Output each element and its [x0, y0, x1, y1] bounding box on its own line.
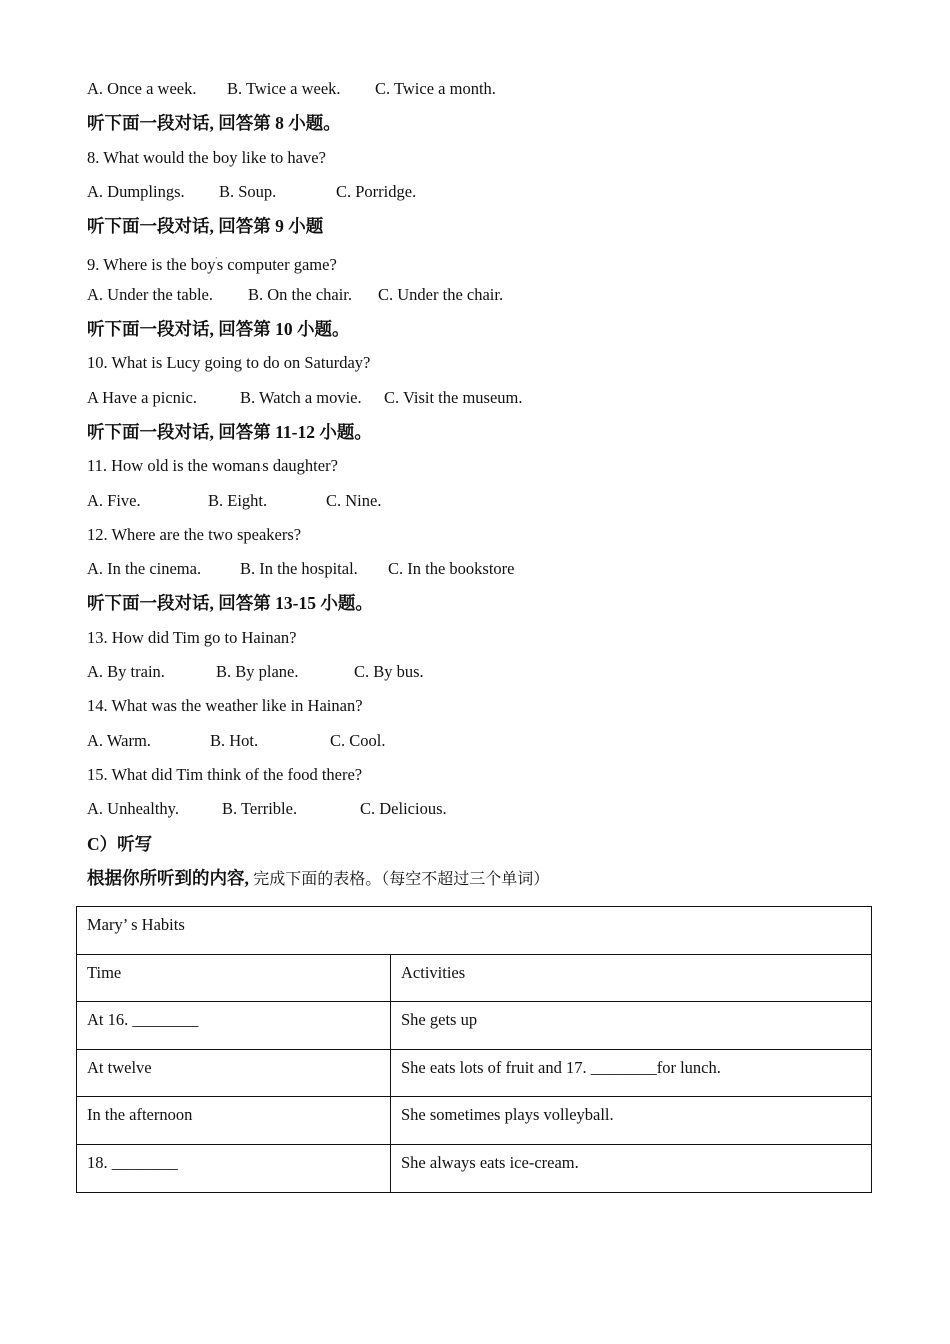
- time-cell: At 16. ________: [77, 1002, 391, 1050]
- activity-cell: She gets up: [391, 1002, 872, 1050]
- question-9-part1: 9. Where is the boy: [87, 255, 216, 275]
- table-row: [77, 1002, 872, 1050]
- table-title: Mary’ s Habits: [77, 907, 872, 955]
- option-c: C. In the bookstore: [388, 559, 515, 579]
- option-b: B. In the hospital.: [240, 559, 358, 579]
- option-c: C. Nine.: [326, 490, 382, 510]
- q14-options: [87, 724, 877, 758]
- heading-q9: 听下面一段对话, 回答第 9 小题: [87, 216, 324, 237]
- question-10: 10. What is Lucy going to do on Saturday?: [87, 353, 371, 373]
- apostrophe-mark: ': [215, 256, 217, 265]
- question-9: [87, 243, 877, 277]
- option-b: B. Terrible.: [222, 799, 298, 819]
- q11-options: [87, 484, 877, 518]
- option-a: A. By train.: [87, 662, 165, 682]
- question-14: 14. What was the weather like in Hainan?: [87, 696, 363, 716]
- option-a: A. Under the table.: [87, 284, 213, 304]
- exam-content: [87, 72, 877, 895]
- option-a: A. Once a week.: [87, 79, 197, 98]
- option-c: C. Delicious.: [360, 799, 447, 819]
- question-9-part2: s computer game?: [216, 255, 337, 275]
- q10-options: [87, 381, 877, 415]
- question-12: 12. Where are the two speakers?: [87, 524, 302, 544]
- option-c: C. Under the chair.: [378, 284, 504, 304]
- table-row: [77, 1097, 872, 1145]
- option-b: B. By plane.: [216, 662, 299, 682]
- option-b: B. Eight.: [208, 490, 268, 510]
- table-row: [77, 1144, 872, 1192]
- heading-q11-12: 听下面一段对话, 回答第 11-12 小题。: [87, 421, 372, 442]
- option-a: A Have a picnic.: [87, 387, 197, 407]
- q12-options: [87, 552, 877, 586]
- habits-table: [76, 906, 872, 1193]
- option-a: A. Unhealthy.: [87, 799, 179, 819]
- option-b: B. On the chair.: [248, 284, 353, 304]
- question-8: 8. What would the boy like to have?: [87, 147, 326, 167]
- table-row: [77, 1049, 872, 1097]
- heading-q10: 听下面一段对话, 回答第 10 小题。: [87, 319, 350, 340]
- time-cell: In the afternoon: [77, 1097, 391, 1145]
- option-b: B. Twice a week.: [227, 79, 341, 98]
- option-a: A. Five.: [87, 490, 141, 510]
- time-cell: At twelve: [77, 1049, 391, 1097]
- q9-options: [87, 278, 877, 312]
- q15-options: [87, 792, 877, 826]
- q7-options: [87, 72, 877, 106]
- activity-cell: She sometimes plays volleyball.: [391, 1097, 872, 1145]
- question-15: 15. What did Tim think of the food there?: [87, 764, 363, 784]
- option-b: B. Hot.: [210, 730, 259, 750]
- section-c-heading: C）听写: [87, 833, 153, 854]
- option-a: A. Dumplings.: [87, 181, 185, 201]
- heading-q13-15: 听下面一段对话, 回答第 13-15 小题。: [87, 593, 373, 614]
- option-c: C. Cool.: [330, 730, 386, 750]
- q8-options: [87, 175, 877, 209]
- option-c: C. Twice a month.: [375, 79, 496, 98]
- option-c: C. Porridge.: [336, 181, 417, 201]
- apostrophe-mark: .: [260, 463, 263, 472]
- option-a: A. Warm.: [87, 730, 151, 750]
- option-b: B. Soup.: [219, 181, 277, 201]
- q13-options: [87, 655, 877, 689]
- dictation-instruction: [87, 861, 877, 895]
- question-11-part1: 11. How old is the woman: [87, 456, 261, 476]
- option-b: B. Watch a movie.: [240, 387, 362, 407]
- column-header-time: Time: [77, 954, 391, 1002]
- option-c: C. By bus.: [354, 662, 424, 682]
- column-header-activities: Activities: [391, 954, 872, 1002]
- time-cell: 18. ________: [77, 1144, 391, 1192]
- option-c: C. Visit the museum.: [384, 387, 523, 407]
- activity-cell: She always eats ice-cream.: [391, 1144, 872, 1192]
- activity-cell: She eats lots of fruit and 17. ________for lunch.: [391, 1049, 872, 1097]
- option-a: A. In the cinema.: [87, 559, 202, 579]
- heading-q8: 听下面一段对话, 回答第 8 小题。: [87, 113, 341, 134]
- question-11-part2: s daughter?: [262, 456, 338, 476]
- question-13: 13. How did Tim go to Hainan?: [87, 627, 297, 647]
- question-11: [87, 449, 877, 483]
- instruction-plain: 完成下面的表格。（每空不超过三个单词）: [253, 870, 550, 888]
- instruction-bold: 根据你所听到的内容,: [87, 867, 249, 888]
